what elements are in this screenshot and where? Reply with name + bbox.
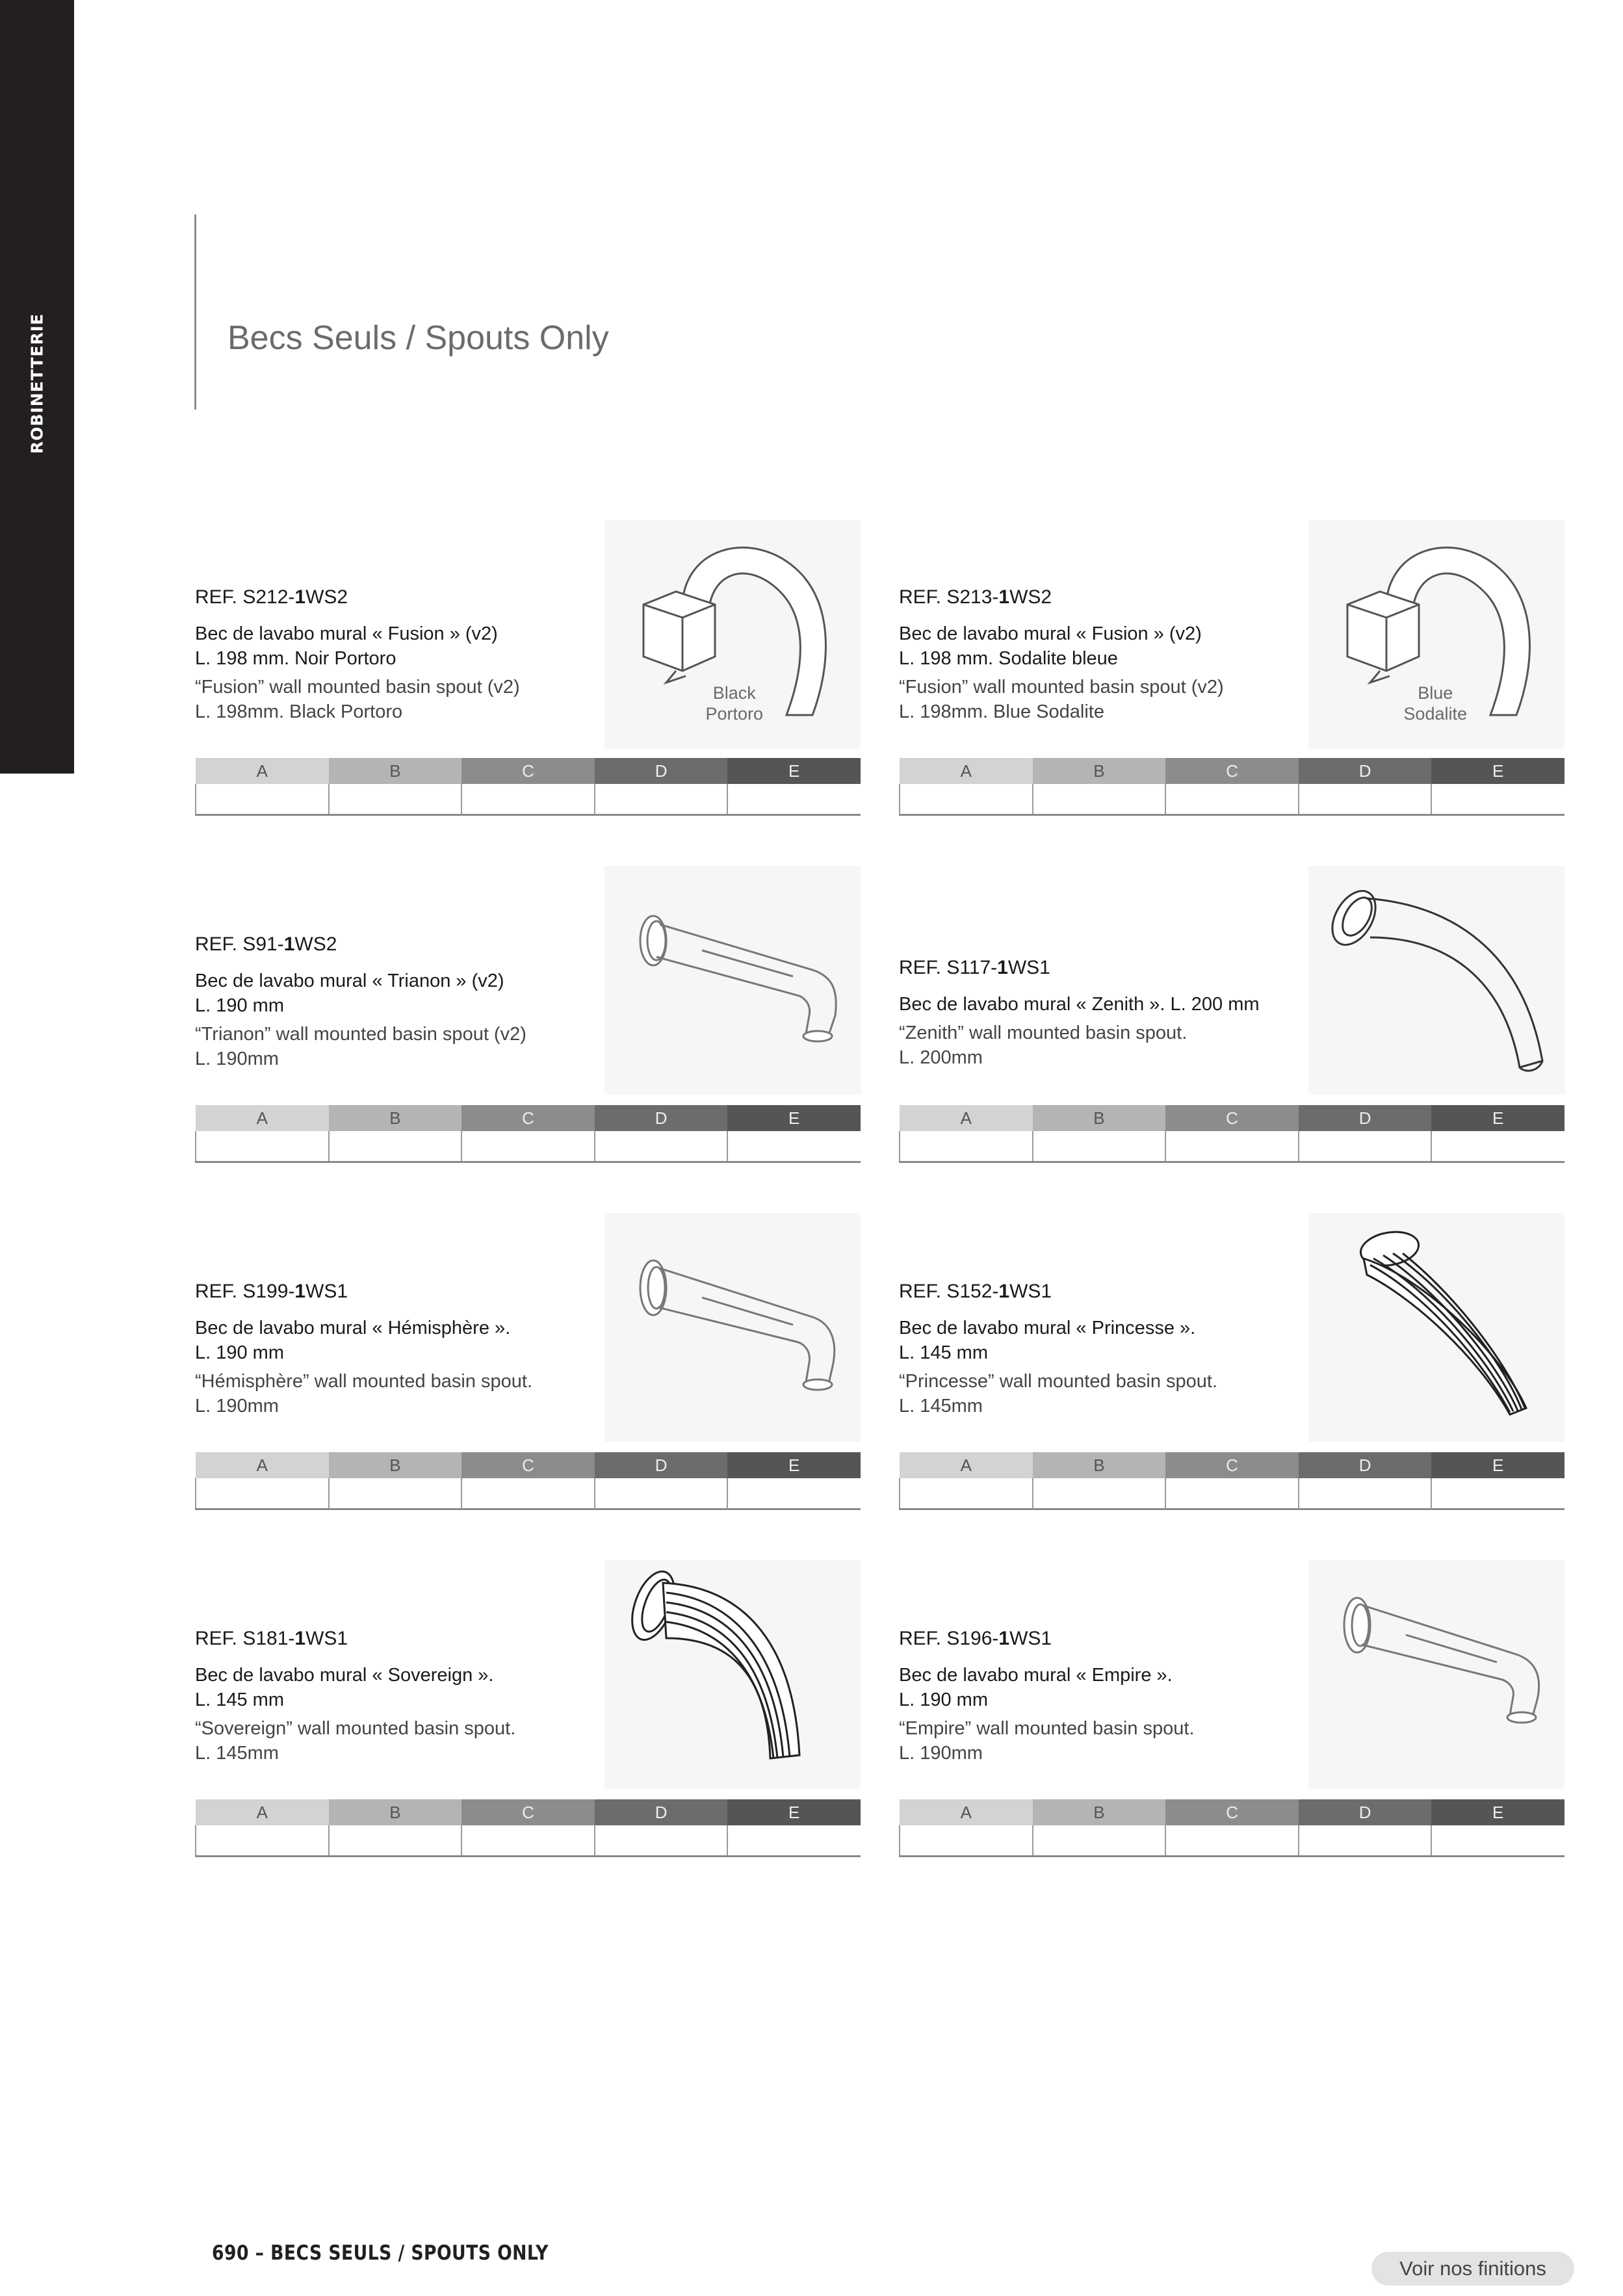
product-description-en: L. 200mm xyxy=(899,1047,983,1068)
finish-column-header: E xyxy=(1431,1799,1565,1825)
product-description-en: “Princesse” wall mounted basin spout. xyxy=(899,1371,1218,1392)
finish-cell xyxy=(1299,1131,1432,1162)
product-description-fr: Bec de lavabo mural « Hémisphère ». xyxy=(195,1318,511,1338)
finish-cell xyxy=(329,1131,462,1162)
finish-cell xyxy=(1299,1825,1432,1857)
finish-cell xyxy=(461,1825,595,1857)
finish-cell xyxy=(196,1131,329,1162)
finish-cell xyxy=(196,1478,329,1509)
product-description-fr: Bec de lavabo mural « Trianon » (v2) xyxy=(195,971,504,991)
finish-cell xyxy=(727,1478,861,1509)
product-description-en: “Zenith” wall mounted basin spout. xyxy=(899,1023,1188,1043)
finish-column-header: B xyxy=(1033,1452,1166,1478)
finish-cell xyxy=(1033,1131,1166,1162)
finish-cell xyxy=(1431,1478,1565,1509)
finish-label: Black Portoro xyxy=(705,683,763,724)
finish-column-header: A xyxy=(196,1452,329,1478)
finish-cell xyxy=(329,784,462,815)
finish-column-header: C xyxy=(461,1799,595,1825)
product-card xyxy=(899,1539,1565,1838)
finish-cell xyxy=(595,1478,728,1509)
finish-column-header: E xyxy=(727,1452,861,1478)
finish-table xyxy=(899,1799,1565,1857)
finish-column-header: D xyxy=(1299,1452,1432,1478)
finish-cell xyxy=(727,1131,861,1162)
finish-cell xyxy=(461,1131,595,1162)
finish-column-header: C xyxy=(1165,1105,1299,1131)
product-ref: REF. S91-1WS2 xyxy=(195,933,337,955)
finish-column-header: E xyxy=(727,758,861,784)
finish-cell xyxy=(727,784,861,815)
finish-column-header: B xyxy=(1033,1105,1166,1131)
title-divider xyxy=(194,215,196,410)
product-description-fr: L. 190 mm xyxy=(899,1689,988,1710)
product-description-en: L. 198mm. Black Portoro xyxy=(195,701,403,722)
finish-column-header: A xyxy=(900,1105,1033,1131)
empire-spout-icon xyxy=(1308,1560,1565,1789)
product-image xyxy=(1308,520,1565,749)
product-ref: REF. S152-1WS1 xyxy=(899,1281,1052,1302)
product-description-fr: Bec de lavabo mural « Fusion » (v2) xyxy=(899,623,1202,644)
finish-column-header: E xyxy=(1431,1105,1565,1131)
finish-column-header: A xyxy=(900,1799,1033,1825)
view-finishes-button[interactable]: Voir nos finitions xyxy=(1371,2252,1574,2286)
product-image xyxy=(1308,1560,1565,1789)
product-ref: REF. S213-1WS2 xyxy=(899,586,1052,608)
finish-column-header: D xyxy=(595,1452,728,1478)
product-ref: REF. S117-1WS1 xyxy=(899,957,1050,978)
product-description-en: “Trianon” wall mounted basin spout (v2) xyxy=(195,1024,526,1045)
finish-cell xyxy=(1033,784,1166,815)
finish-table xyxy=(899,1452,1565,1510)
finish-cell xyxy=(196,1825,329,1857)
product-card xyxy=(899,845,1565,1144)
product-description-en: L. 145mm xyxy=(195,1743,279,1764)
finish-cell xyxy=(1431,1131,1565,1162)
finish-column-header: D xyxy=(595,1799,728,1825)
product-description-en: L. 198mm. Blue Sodalite xyxy=(899,701,1104,722)
finish-column-header: B xyxy=(329,1799,462,1825)
product-description-en: “Fusion” wall mounted basin spout (v2) xyxy=(899,677,1224,698)
page-footer-label: 690 – BECS SEULS / SPOUTS ONLY xyxy=(212,2241,549,2265)
finish-column-header: D xyxy=(595,758,728,784)
finish-column-header: B xyxy=(329,1105,462,1131)
finish-cell xyxy=(1165,1131,1299,1162)
section-tab xyxy=(0,0,74,774)
product-description-fr: L. 190 mm xyxy=(195,995,284,1016)
zenith-spout-icon xyxy=(1308,866,1565,1095)
product-description-fr: Bec de lavabo mural « Fusion » (v2) xyxy=(195,623,498,644)
finish-cell xyxy=(1165,1478,1299,1509)
hemisphere-spout-icon xyxy=(604,1213,861,1442)
product-description-en: L. 145mm xyxy=(899,1396,983,1416)
finish-column-header: C xyxy=(1165,1452,1299,1478)
finish-column-header: B xyxy=(1033,758,1166,784)
page-title: Becs Seuls / Spouts Only xyxy=(227,319,609,357)
product-description-fr: Bec de lavabo mural « Empire ». xyxy=(899,1665,1173,1686)
finish-cell xyxy=(461,1478,595,1509)
finish-table xyxy=(899,758,1565,816)
finish-column-header: D xyxy=(595,1105,728,1131)
product-image xyxy=(604,866,861,1095)
finish-cell xyxy=(900,1131,1033,1162)
finish-cell xyxy=(595,1825,728,1857)
product-description-fr: L. 198 mm. Sodalite bleue xyxy=(899,648,1118,669)
finish-column-header: A xyxy=(196,758,329,784)
product-description-en: “Fusion” wall mounted basin spout (v2) xyxy=(195,677,520,698)
product-description-fr: L. 198 mm. Noir Portoro xyxy=(195,648,396,669)
finish-column-header: C xyxy=(1165,1799,1299,1825)
finish-column-header: E xyxy=(1431,758,1565,784)
finish-cell xyxy=(1431,784,1565,815)
product-image xyxy=(604,1560,861,1789)
finish-column-header: C xyxy=(461,1105,595,1131)
finish-column-header: C xyxy=(461,758,595,784)
product-image xyxy=(1308,866,1565,1095)
finish-cell xyxy=(196,784,329,815)
finish-column-header: C xyxy=(461,1452,595,1478)
finish-column-header: B xyxy=(1033,1799,1166,1825)
product-ref: REF. S181-1WS1 xyxy=(195,1628,348,1649)
product-card xyxy=(195,845,861,1144)
finish-column-header: A xyxy=(196,1799,329,1825)
finish-column-header: A xyxy=(900,758,1033,784)
product-description-en: L. 190mm xyxy=(195,1396,279,1416)
finish-table xyxy=(195,1105,861,1163)
finish-cell xyxy=(329,1478,462,1509)
finish-cell xyxy=(1299,784,1432,815)
product-description-en: “Empire” wall mounted basin spout. xyxy=(899,1718,1195,1739)
product-description-fr: Bec de lavabo mural « Zenith ». L. 200 mm xyxy=(899,994,1260,1015)
finish-cell xyxy=(1033,1825,1166,1857)
finish-cell xyxy=(329,1825,462,1857)
finish-column-header: E xyxy=(727,1105,861,1131)
finish-cell xyxy=(1165,784,1299,815)
finish-column-header: C xyxy=(1165,758,1299,784)
product-image xyxy=(604,520,861,749)
product-card xyxy=(195,1539,861,1838)
trianon-spout-icon xyxy=(604,866,861,1095)
product-card xyxy=(899,498,1565,797)
finish-column-header: D xyxy=(1299,758,1432,784)
finish-cell xyxy=(900,1825,1033,1857)
product-description-en: “Sovereign” wall mounted basin spout. xyxy=(195,1718,516,1739)
finish-cell xyxy=(1431,1825,1565,1857)
finish-cell xyxy=(900,784,1033,815)
finish-cell xyxy=(1033,1478,1166,1509)
finish-cell xyxy=(595,784,728,815)
finish-table xyxy=(195,1799,861,1857)
product-description-en: “Hémisphère” wall mounted basin spout. xyxy=(195,1371,533,1392)
finish-cell xyxy=(900,1478,1033,1509)
finish-cell xyxy=(727,1825,861,1857)
finish-column-header: E xyxy=(727,1799,861,1825)
product-description-fr: Bec de lavabo mural « Sovereign ». xyxy=(195,1665,494,1686)
product-card xyxy=(899,1192,1565,1491)
product-description-fr: L. 145 mm xyxy=(899,1342,988,1363)
finish-cell xyxy=(595,1131,728,1162)
finish-column-header: D xyxy=(1299,1105,1432,1131)
finish-column-header: B xyxy=(329,1452,462,1478)
finish-cell xyxy=(1299,1478,1432,1509)
finish-column-header: E xyxy=(1431,1452,1565,1478)
finish-table xyxy=(899,1105,1565,1163)
sovereign-spout-icon xyxy=(604,1560,861,1789)
product-card xyxy=(195,498,861,797)
product-description-fr: Bec de lavabo mural « Princesse ». xyxy=(899,1318,1196,1338)
section-tab-label: ROBINETTERIE xyxy=(27,313,47,454)
product-card xyxy=(195,1192,861,1491)
product-image xyxy=(604,1213,861,1442)
finish-cell xyxy=(461,784,595,815)
finish-label: Blue Sodalite xyxy=(1403,683,1467,724)
finish-table xyxy=(195,1452,861,1510)
finish-column-header: A xyxy=(196,1105,329,1131)
finish-column-header: A xyxy=(900,1452,1033,1478)
princesse-spout-icon xyxy=(1308,1213,1565,1442)
finish-cell xyxy=(1165,1825,1299,1857)
product-description-fr: L. 190 mm xyxy=(195,1342,284,1363)
finish-column-header: B xyxy=(329,758,462,784)
finish-column-header: D xyxy=(1299,1799,1432,1825)
product-description-en: L. 190mm xyxy=(899,1743,983,1764)
product-image xyxy=(1308,1213,1565,1442)
product-description-en: L. 190mm xyxy=(195,1049,279,1069)
product-ref: REF. S199-1WS1 xyxy=(195,1281,348,1302)
product-description-fr: L. 145 mm xyxy=(195,1689,284,1710)
finish-table xyxy=(195,758,861,816)
product-ref: REF. S196-1WS1 xyxy=(899,1628,1052,1649)
product-ref: REF. S212-1WS2 xyxy=(195,586,348,608)
